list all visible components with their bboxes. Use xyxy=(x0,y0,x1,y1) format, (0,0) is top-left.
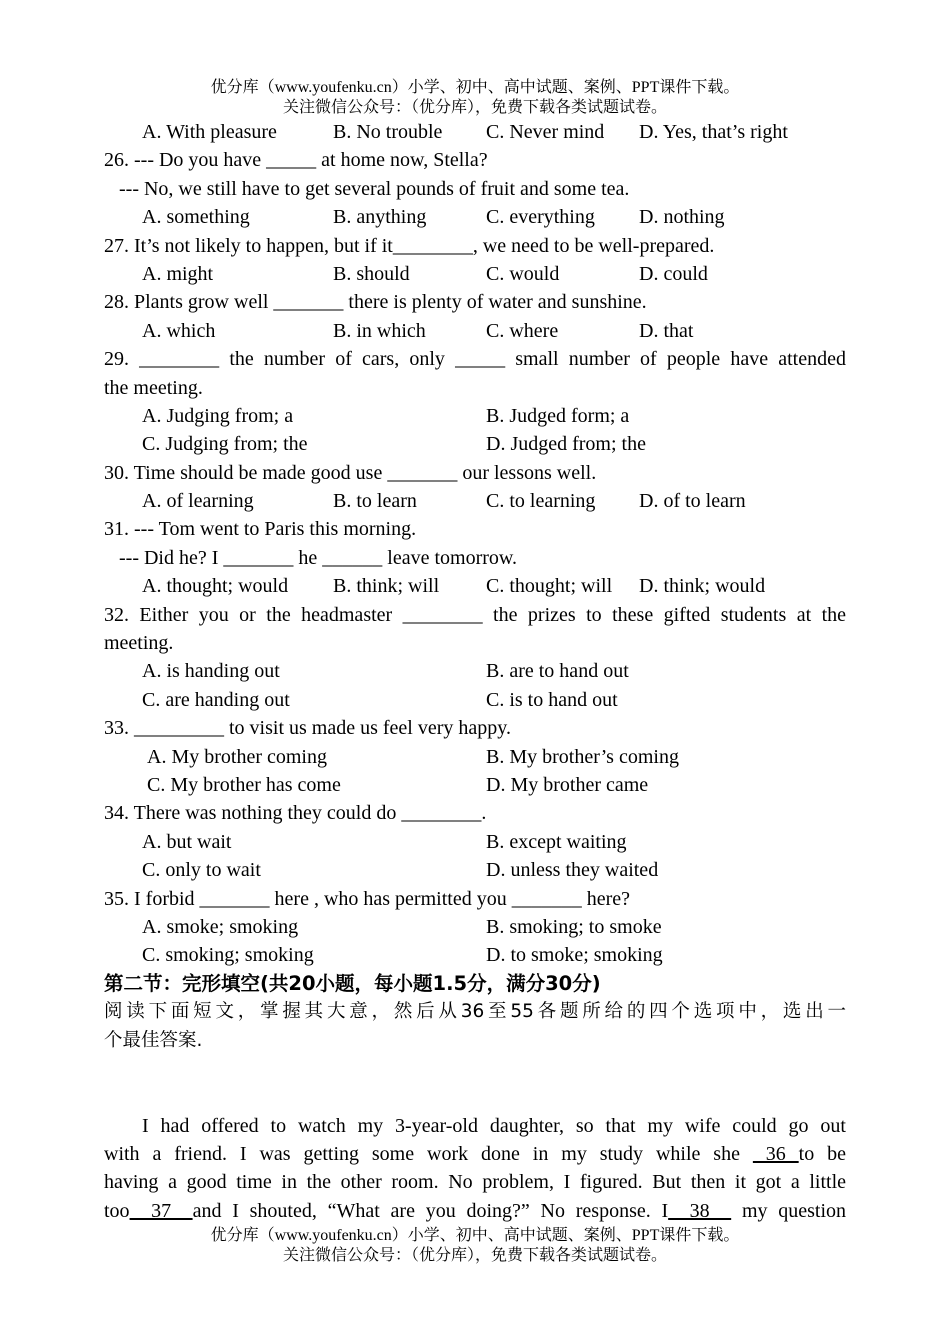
q35-option-d[interactable]: D. to smoke; smoking xyxy=(486,944,663,967)
q32-options-row-2 xyxy=(104,686,846,714)
q29-stem-2: the meeting. xyxy=(104,376,203,399)
q34-option-b[interactable]: B. except waiting xyxy=(486,830,627,853)
q26-stem: 26. --- Do you have _____ at home now, Stella? xyxy=(104,149,488,172)
passage-text-7: my question xyxy=(741,1199,847,1222)
q29-options-row-2 xyxy=(104,430,846,458)
passage-line-1 xyxy=(104,1112,846,1140)
q30-stem: 30. Time should be made good use _______ our lessons well. xyxy=(104,461,597,484)
passage-text-2: with a friend. I was getting some work done in my study while she xyxy=(104,1143,740,1166)
q29-option-d[interactable]: D. Judged from; the xyxy=(486,433,646,456)
q28-option-d[interactable]: D. that xyxy=(639,319,694,342)
q35-option-c[interactable]: C. smoking; smoking xyxy=(142,944,314,967)
q35-stem: 35. I forbid _______ here , who has permitted you _______ here? xyxy=(104,887,630,910)
section-2-instruction-2: 个最佳答案. xyxy=(104,1029,203,1051)
q29-option-c[interactable]: C. Judging from; the xyxy=(142,433,308,456)
q34-stem: 34. There was nothing they could do ________. xyxy=(104,802,487,825)
spacer xyxy=(104,1055,846,1112)
q26-options xyxy=(104,203,846,231)
q35-options-row-2 xyxy=(104,941,846,969)
q34-options-row-1 xyxy=(104,828,846,856)
header-line-2: 关注微信公众号：（优分库），免费下载各类试题试卷。 xyxy=(282,99,667,116)
q28-stem: 28. Plants grow well _______ there is plenty of water and sunshine. xyxy=(104,291,647,314)
header-line-1: 优分库（www.youfenku.cn）小学、初中、高中试题、案例、PPT课件下载。 xyxy=(210,79,740,96)
q34-option-d[interactable]: D. unless they waited xyxy=(486,859,659,882)
q28-options xyxy=(104,317,846,345)
q29-option-a[interactable]: A. Judging from; a xyxy=(142,404,294,427)
q31-stem: 31. --- Tom went to Paris this morning. xyxy=(104,518,417,541)
q30-options xyxy=(104,487,846,515)
q33-options-row-2 xyxy=(104,771,846,799)
q25-option-c[interactable]: C. Never mind xyxy=(486,121,605,143)
q26-option-b[interactable]: B. anything xyxy=(333,206,427,229)
q33-option-d[interactable]: D. My brother came xyxy=(486,773,649,796)
q30-option-c[interactable]: C. to learning xyxy=(486,490,596,513)
section-2-title: 第二节：完形填空(共20小题，每小题1.5分，满分30分) xyxy=(104,971,601,995)
q30-option-a[interactable]: A. of learning xyxy=(142,490,254,513)
passage-text-6: and I shouted, “What are you doing?” No response. I xyxy=(192,1199,669,1222)
q32-options-row-1 xyxy=(104,657,846,685)
q29-option-b[interactable]: B. Judged form; a xyxy=(486,404,630,427)
q27-option-a[interactable]: A. might xyxy=(142,262,214,285)
q28-option-c[interactable]: C. where xyxy=(486,319,559,342)
q32-option-a[interactable]: A. is handing out xyxy=(142,660,280,683)
footer-line-2: 关注微信公众号：（优分库），免费下载各类试题试卷。 xyxy=(282,1247,667,1264)
q31-option-c[interactable]: C. thought; will xyxy=(486,575,613,598)
q34-options-row-2 xyxy=(104,856,846,884)
q31-option-a[interactable]: A. thought; would xyxy=(142,575,289,598)
q25-option-d[interactable]: D. Yes, that’s right xyxy=(639,121,788,143)
q33-options-row-1 xyxy=(104,743,846,771)
q27-options xyxy=(104,260,846,288)
q35-option-b[interactable]: B. smoking; to smoke xyxy=(486,915,662,938)
q27-stem: 27. It’s not likely to happen, but if it________, we need to be well-prepared. xyxy=(104,234,715,257)
exam-content xyxy=(104,118,846,1225)
q32-option-c[interactable]: C. are handing out xyxy=(142,688,290,711)
q32-option-d[interactable]: C. is to hand out xyxy=(486,688,618,711)
footer-line-1: 优分库（www.youfenku.cn）小学、初中、高中试题、案例、PPT课件下载。 xyxy=(210,1227,740,1244)
q32-stem-2: meeting. xyxy=(104,632,174,655)
q34-option-c[interactable]: C. only to wait xyxy=(142,859,261,882)
q25-options xyxy=(104,118,846,146)
passage-line-2 xyxy=(104,1140,846,1168)
passage-line-3: having a good time in the other room. No problem, I figured. But then it got a little xyxy=(104,1171,846,1194)
q30-option-b[interactable]: B. to learn xyxy=(333,490,417,513)
q29-stem: 29. ________ the number of cars, only _____ small number of people have attended xyxy=(104,348,846,371)
q25-option-a[interactable]: A. With pleasure xyxy=(142,121,277,143)
blank-36[interactable]: 36 xyxy=(752,1143,799,1166)
blank-37[interactable]: 37 xyxy=(129,1199,193,1222)
passage-text-3: to be xyxy=(798,1143,847,1166)
passage-text-1: I had offered to watch my 3-year-old daughter, so that my wife could go out xyxy=(142,1114,846,1137)
q32-stem: 32. Either you or the headmaster ________ the prizes to these gifted students at the xyxy=(104,603,846,626)
q31-option-d[interactable]: D. think; would xyxy=(639,575,766,598)
page-header xyxy=(0,78,950,118)
blank-38[interactable]: 38 xyxy=(668,1199,732,1222)
q33-option-b[interactable]: B. My brother’s coming xyxy=(486,745,679,768)
q30-option-d[interactable]: D. of to learn xyxy=(639,490,746,513)
q35-options-row-1 xyxy=(104,913,846,941)
q31-stem-2: --- Did he? I _______ he ______ leave tomorrow. xyxy=(119,546,518,569)
q29-options-row-1 xyxy=(104,402,846,430)
q31-options xyxy=(104,572,846,600)
q33-option-c[interactable]: C. My brother has come xyxy=(147,773,341,796)
passage-line-4 xyxy=(104,1197,846,1225)
passage-text-5: too xyxy=(104,1199,130,1222)
q27-option-b[interactable]: B. should xyxy=(333,262,410,285)
q26-option-c[interactable]: C. everything xyxy=(486,206,595,229)
q26-stem-2: --- No, we still have to get several pounds of fruit and some tea. xyxy=(119,177,630,200)
q33-option-a[interactable]: A. My brother coming xyxy=(147,745,327,768)
section-2-instruction-1: 阅读下面短文，掌握其大意，然后从36至55各题所给的四个选项中，选出一 xyxy=(104,1001,846,1023)
q28-option-b[interactable]: B. in which xyxy=(333,319,426,342)
q25-option-b[interactable]: B. No trouble xyxy=(333,121,443,143)
q27-option-c[interactable]: C. would xyxy=(486,262,560,285)
page-footer xyxy=(0,1226,950,1266)
q26-option-d[interactable]: D. nothing xyxy=(639,206,725,229)
q26-option-a[interactable]: A. something xyxy=(142,206,250,229)
q33-stem: 33. _________ to visit us made us feel very happy. xyxy=(104,717,511,740)
q28-option-a[interactable]: A. which xyxy=(142,319,216,342)
q31-option-b[interactable]: B. think; will xyxy=(333,575,440,598)
q32-option-b[interactable]: B. are to hand out xyxy=(486,660,629,683)
q27-option-d[interactable]: D. could xyxy=(639,262,708,285)
q34-option-a[interactable]: A. but wait xyxy=(142,830,232,853)
q35-option-a[interactable]: A. smoke; smoking xyxy=(142,915,299,938)
